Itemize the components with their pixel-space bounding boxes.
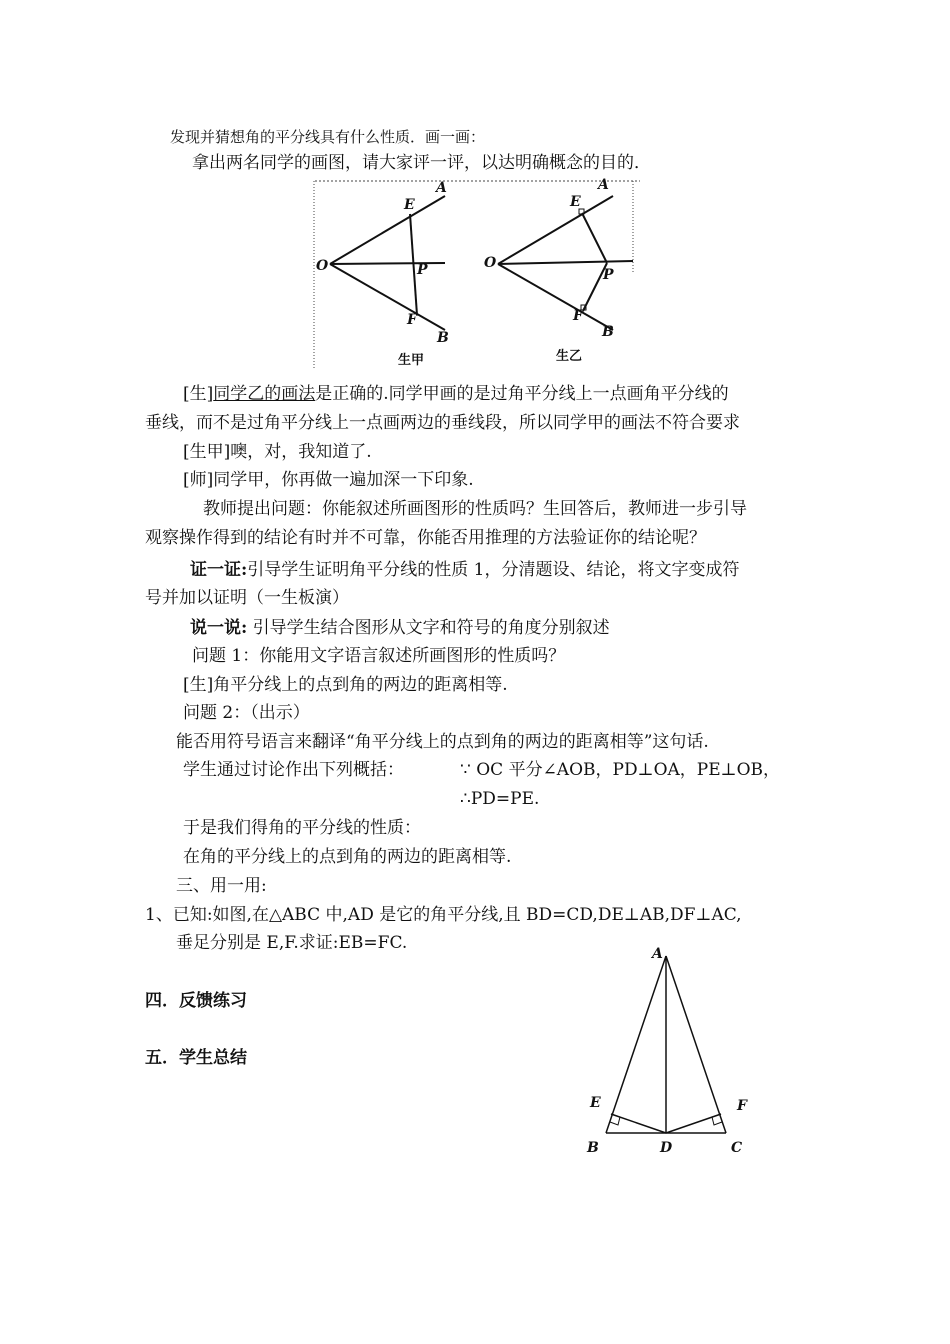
because-line: ∵ OC 平分∠AOB，PD⊥OA，PE⊥OB， [460, 760, 781, 780]
label-A: A [652, 946, 663, 962]
paragraph-1-rest: 是正确的.同学甲画的是过角平分线上一点画角平分线的 [315, 384, 729, 404]
paragraph-5-line-2: 号并加以证明（一生板演） [145, 588, 349, 608]
property-intro: 于是我们得角的平分线的性质： [183, 818, 421, 838]
exercise-1-line-2: 垂足分别是 E,F.求证:EB=FC. [176, 933, 408, 953]
section-4-heading [145, 991, 247, 1011]
say-heading: 说一说: [190, 618, 248, 638]
paragraph-4-line-1: 教师提出问题：你能叙述所画图形的性质吗？生回答后，教师进一步引导 [203, 499, 747, 519]
question-2: 问题 2：（出示） [183, 703, 310, 723]
label-A-left: A [436, 180, 447, 196]
underlined-phrase: 同学乙的画法 [213, 384, 316, 404]
answer-1: [生]角平分线上的点到角的两边的距离相等. [183, 675, 508, 695]
bisector-drawings-figure [300, 178, 645, 373]
label-E: E [590, 1095, 601, 1111]
question-2-text: 能否用符号语言来翻译“角平分线上的点到角的两边的距离相等”这句话. [176, 732, 709, 752]
therefore-line: ∴PD=PE. [460, 789, 540, 809]
label-P-right: P [603, 267, 614, 283]
label-F: F [737, 1098, 747, 1114]
label-E-right: E [570, 194, 581, 210]
exercise-1-line-1: 1、已知:如图,在△ABC 中,AD 是它的角平分线,且 BD=CD,DE⊥AB,DF⊥AC, [145, 905, 742, 925]
paragraph-1-line-2: 垂线，而不是过角平分线上一点画两边的垂线段，所以同学甲的画法不符合要求 [145, 413, 740, 433]
intro-line-1: 发现并猜想角的平分线具有什么性质．画一画： [170, 128, 486, 146]
paragraph-5-rest: 引导学生证明角平分线的性质 1，分清题设、结论，将文字变成符 [247, 560, 740, 580]
paragraph-6 [190, 618, 610, 638]
label-E-left: E [404, 197, 415, 213]
label-B-right: B [602, 324, 614, 340]
section-5-text: 五．学生总结 [145, 1048, 247, 1068]
section-3-heading: 三、用一用: [176, 876, 267, 896]
triangle-abc-figure [580, 940, 760, 1165]
paragraph-1 [183, 384, 729, 404]
label-P-left: P [417, 262, 428, 278]
paragraph-4-line-2: 观察操作得到的结论有时并不可靠，你能否用推理的方法验证你的结论呢？ [145, 528, 706, 548]
label-O-left: O [316, 258, 329, 274]
property-statement: 在角的平分线上的点到角的两边的距离相等. [183, 847, 512, 867]
question-1: 问题 1：你能用文字语言叙述所画图形的性质吗？ [192, 646, 566, 666]
intro-line-2: 拿出两名同学的画图，请大家评一评，以达明确概念的目的． [192, 153, 651, 173]
student-jia-drawing [330, 196, 445, 330]
paragraph-3: [师]同学甲，你再做一遍加深一下印象. [183, 470, 474, 490]
proof-heading: 证一证: [190, 560, 248, 580]
label-B: B [587, 1140, 599, 1156]
label-B-left: B [437, 330, 449, 346]
label-C: C [731, 1140, 743, 1156]
caption-jia: 生甲 [398, 353, 425, 368]
section-4-text: 四．反馈练习 [145, 991, 247, 1011]
label-F-left: F [407, 312, 417, 328]
section-5-heading [145, 1048, 247, 1068]
label-D: D [660, 1140, 673, 1156]
paragraph-2: [生甲]噢，对，我知道了. [183, 442, 372, 462]
summary-intro: 学生通过讨论作出下列概括： [183, 760, 404, 780]
speaker-tag: [生] [183, 384, 214, 404]
paragraph-6-rest: 引导学生结合图形从文字和符号的角度分别叙述 [247, 618, 610, 638]
label-O-right: O [484, 255, 497, 271]
label-F-right: F [573, 308, 583, 324]
student-yi-drawing [498, 196, 633, 330]
paragraph-5 [190, 560, 740, 580]
caption-yi: 生乙 [556, 349, 583, 364]
label-A-right: A [598, 178, 609, 193]
